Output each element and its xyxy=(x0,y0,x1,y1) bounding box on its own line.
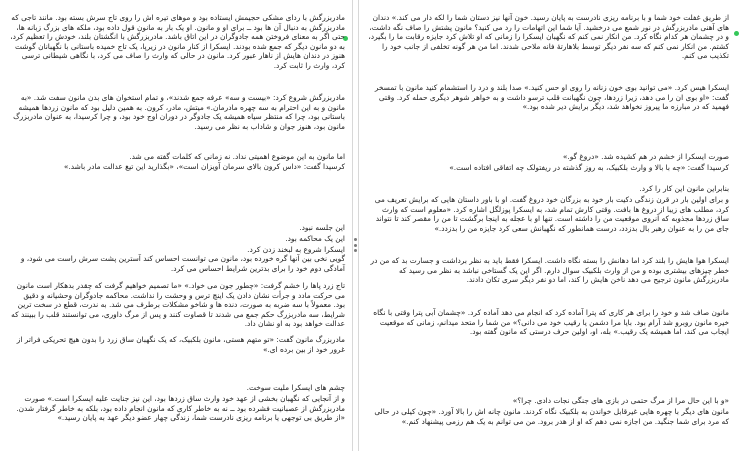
paragraph: ایسکرا هوا هایش را بلند کرد اما دهانش را بسته نگاه داشت. ایسکرا فقط باید به نظر برداشت و جسارت بد که من در خطر چیزهای بیشتری بوده و من از وارث بلکبیک سوال دارم. اگر این یک گستاخی نباشد به نظر می رسید که مادربزرگش مانون ترجیح می دهد ناخن هایش را کند، اما دو نفر دیگر سری تکان دادند. xyxy=(370,256,729,285)
paragraph: از طریق غفلت خود شما و با برنامه ریزی نادرست به پایان رسید. خون آنها نیز دستان شما را لکه دار می کند.» دندان های آهنی مادربزرگش در نور شمع می درخشید. آیا شما این اتهامات را رد می کنید؟ مانون پشتش را صاف نگه داشت، و در چشمان هر کدام نگاه کرد. من انکار نمی کنم که نگهبان ایسکرا را زمانی که او تلاش کرد جایزه رقابت ما را بگیرد، کشتم. من انکار نمی کنم که سه نفر دیگر توسط بلاهارتهٔ فانه ملاحی شدند. اما من هر گونه تخلفی از جانب خود را تکذیب می کنم. xyxy=(368,13,729,61)
paragraph: چشم های ایسکرا ملیت سوخت. xyxy=(246,383,345,392)
paragraph: ایسکرا شروع به لبخند زدن کرد. xyxy=(247,245,345,254)
paragraph: بنابراین مانون این کار را کرد. xyxy=(639,184,729,193)
paragraph: مادربزرگش شروع کرد: «بیست و سه» عرفه جمع شدند»، و تمام استخوان های بدن مانون سفت شد. «به مانون و به این احترام به سه چهره مادرمان.» میتش، مادر، کرون. به همین دلیل بود که مانون زردها همیشه باستانی بود، چرا که منتظر سیاه همیشه یک جادوگر در دوران اوج خود بود، و چرا کرسیدا، به عنوان مادربزرگ مانون بود، هنوز جوان و شاداب به نظر می رسید. xyxy=(13,93,345,131)
paragraph: و از آنجایی که نگهبان بخشی از عهد خود وارث ساق زردها بود، این نیز جنایت علیه ایسکرا است.» صورت مادربزرگش از عصبانیت فشرده بود ــ نه به خاطر کاری که مانون انجام داده بود، بلکه به خاطر گرفتار شدن. «از طریق بی توجهی یا برنامه ریزی نادرست شما، زندگی چهار عضو دیگر عهد به پایان رسید.» xyxy=(16,394,345,423)
paragraph: تاج زرد پاها را خشم گرفت: «چطور جون می خواد.» «ما تصمیم خواهیم گرفت که چقدر بدهکار است مانون می حرکت مادد و جرأت نشان دادن یک اینچ ترس و وحشت را نداشت. محاکمه جادوگران وحشیانه و دقیق بود. معمولاً با سه ضربه به صورت، دنده ها و شاخو مشکلات برطرف می شد. به ندرت، قطع در سخت ترین شرایط، سه مادربزرگ حکم جمع می شدند تا قصاوت کنند و پس از مرگ داوری، می توانستند قلب را ببینند که عدالت خواهد بود به او نشان داد. xyxy=(11,281,345,329)
paragraph: این یک محاکمه بود. xyxy=(285,234,345,243)
page-divider xyxy=(352,0,353,451)
paragraph: مانون صاف شد و خود را برای هر کاری که پترا آماده کرد که انجام می دهد آماده کرد. «چشمان آبی پترا وقتی با نگاه خیره مانون روبرو شد آرام بود. بایا مرا دشمن یا رقیب خود می دانی؟» من شما را متحد میدانم، زمانی که موقعیت ایجاب می کند، اما همیشه یک رقیب.» بله، او، اولین حرف درستی که مانون گفته بود. xyxy=(373,308,729,337)
paragraph: صورت ایسکرا از خشم در هم کشیده شد. «دروغ گو.» xyxy=(562,152,729,161)
paragraph: مادربزرگش با ردای مشکی حجیمش ایستاده بود و موهای تیره اش را روی تاج سرش بسته بود. مانند تاجی که مادربزرگش به دنبال آن ها بود ــ برای او و مانون. او یک بار به مانون قول داده بود، ملکه های بزرگ زبانه ها، حتی اگر به معنای فروختن همه جادوگران در این اتاق باشد. مادربزرگش با انگشتان بلند، خودش را تعظیم کرد، به دو مانون دیگر که جمع شده بودند. ایسکرا از کنار مانون در زیرپا، یک تاج خمیده باستانی با نگهبانان گوشت هنوز در دندان هایش از ناهار عبور کرد. مانون در حالی که وارث را صاف می کرد، با نگاهی شیطانی ترسی کرد، وارث را ثابت کرد. xyxy=(10,13,345,70)
handle-dot-icon xyxy=(354,238,357,241)
paragraph: ایسکرا هیس کرد. «می توانید بوی خون زنانه را روی او حس کنید.» صدا بلند و درد را استشمام کنید مانون با تمسخر گفت: «او بوی ان را می دهد، زیرا زردها، چون نگهبانت قلب ترسو داشت و به خواهر شوهر دیگری حمله کرد. وقتی فهمید که در مبارزه ما پیروز نخواهد شد، دیگر برایش دیر شده بود.» xyxy=(374,83,729,112)
paragraph: مانون های دیگر با چهره هایی غیرقابل خواندن به بلکبیک نگاه کردند. مانون چانه اش را بالا آورد. «چون کیلی در حالی که مرد برای شما جنگید. من اجازه نمی دهم که او از هدر برود. من می توانم به یک هم رزمی پیشنهاد کنم.» xyxy=(374,407,729,426)
paragraph: «و با این حال مرا از مرگ حتمی در بازی های جنگی نجات دادی. چرا؟» xyxy=(512,396,729,405)
handle-dot-icon xyxy=(354,244,357,247)
left-page xyxy=(0,0,352,451)
paragraph: مادربزرگ مانون گفت: «تو متهم هستی، مانون بلکبیک، که یک نگهبان ساق زرد را بدون هیچ تحریکی فراتر از غرور خود از بین برده ای.» xyxy=(16,335,345,354)
paragraph: گویی نخی بین آنها گره خورده بود، مانون می توانست احساس کند آسترین پشت سرش راست می شود، و آمادگی دوم خود را برای بدترین شرایط احساس می کرد. xyxy=(20,254,345,273)
paragraph: کرسیدا گفت: «چه با بالا و وارث بلکبیک، به روز گذشته در ریفتولک چه اتفاقی افتاده است.» xyxy=(449,163,729,172)
paragraph: و برای اولین بار در قرن زندگی دکیت بار خود به بزرگان خود دروغ گفت. او با باور داستان هایی که برایش تعریف می کرد، مطلب های زیبا از دروغ ها بافت. وقتی کارش تمام شد، به ایسکرا پوزلگل اشاره کرد. «معلوم است که وارث ساق زردها مجذوبه که آنروی موقعیت من را داشته است. تنها او با عجله به اینجا برگشت تا من را مقصر کند تا نتواند جای من را به عنوان رهبر بال بدزدد، درست همانطور که نگهبانش سعی کرد جایزه من را بدزدد.» xyxy=(374,195,729,233)
handle-dot-icon xyxy=(354,249,357,252)
paragraph: اما مانون به این موضوع اهمیتی نداد. نه زمانی که کلمات گفته می شد. xyxy=(129,152,345,161)
paragraph: این جلسه نبود. xyxy=(299,223,345,232)
paragraph: کرسیدا گفت: «داس کرون بالای سرمان آویزان است»، «بگذارید این تیغ عدالت مادر باشد.» xyxy=(63,162,345,171)
active-indicator-dot-icon xyxy=(734,31,739,36)
right-page xyxy=(359,0,745,451)
